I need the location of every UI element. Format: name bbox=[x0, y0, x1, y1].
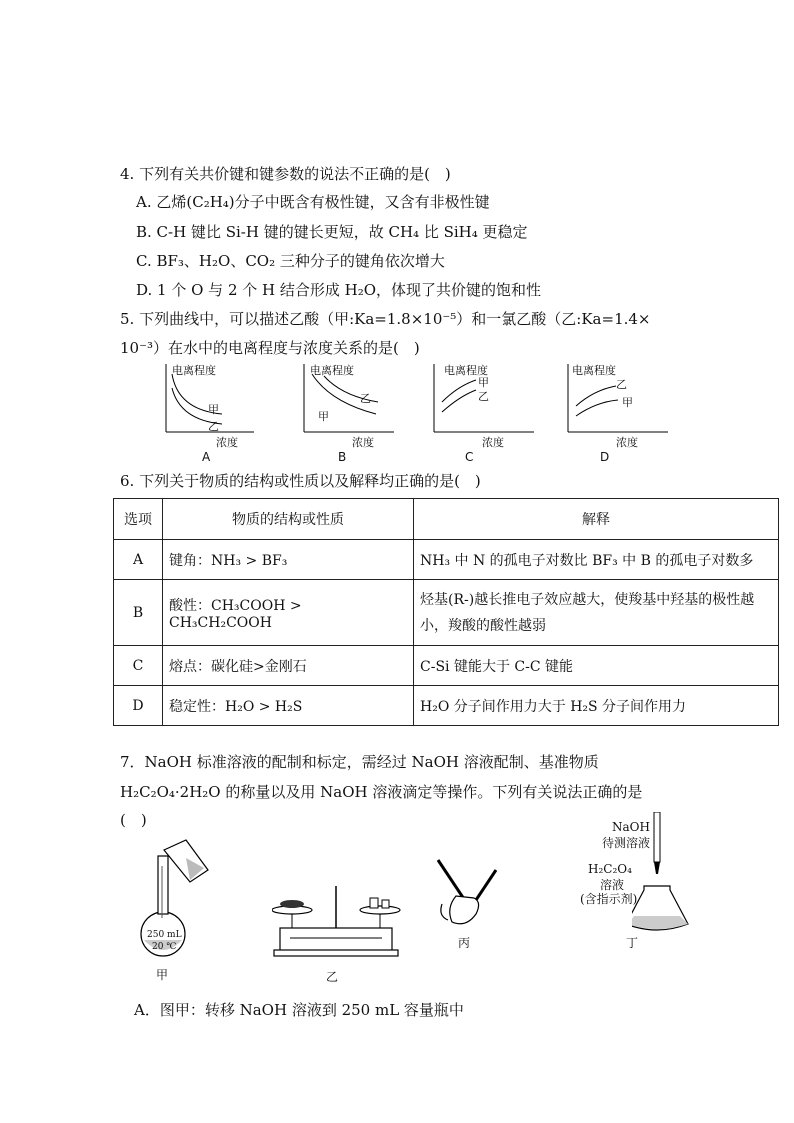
table-cell: A bbox=[114, 540, 163, 580]
label-bing: 丙 bbox=[458, 936, 471, 950]
table-header: 解释 bbox=[414, 499, 779, 540]
graph-d-yi: 乙 bbox=[616, 378, 627, 391]
table-cell: NH₃ 中 N 的孤电子对数比 BF₃ 中 B 的孤电子对数多 bbox=[414, 540, 779, 580]
table-header: 物质的结构或性质 bbox=[163, 499, 414, 540]
table-header: 选项 bbox=[114, 499, 163, 540]
graph-a-option: A bbox=[202, 450, 211, 464]
label-yi: 乙 bbox=[326, 970, 339, 984]
label-jia: 甲 bbox=[156, 968, 169, 982]
q5-graphs bbox=[150, 362, 670, 449]
table-cell: C bbox=[114, 646, 163, 686]
graph-b-option: B bbox=[338, 450, 347, 464]
acid-formula-label: H₂C₂O₄ bbox=[588, 862, 632, 876]
table-cell: D bbox=[114, 686, 163, 726]
table-header-row bbox=[114, 499, 779, 540]
q4-option-b: B. C-H 键比 Si-H 键的键长更短，故 CH₄ 比 SiH₄ 更稳定 bbox=[136, 223, 528, 241]
q4-stem: 4. 下列有关共价键和键参数的说法不正确的是( ) bbox=[120, 165, 451, 183]
table-row bbox=[114, 646, 779, 686]
q6-stem: 6. 下列关于物质的结构或性质以及解释均正确的是( ) bbox=[120, 472, 481, 490]
q7-stem-line1: 7．NaOH 标准溶液的配制和标定，需经过 NaOH 溶液配制、基准物质 bbox=[120, 753, 599, 771]
naoh-label: NaOH bbox=[612, 820, 650, 834]
graph-a-xlabel: 浓度 bbox=[216, 436, 238, 449]
flask-temp-text: 20 ℃ bbox=[152, 942, 177, 952]
graph-b-xlabel: 浓度 bbox=[352, 436, 374, 449]
flask-volume-text: 250 mL bbox=[147, 930, 182, 940]
acid-solution-label: 溶液 bbox=[600, 878, 625, 892]
q5-stem-line1: 5. 下列曲线中，可以描述乙酸（甲:Ka=1.8×10⁻⁵）和一氯乙酸（乙:Ka=1.4× bbox=[120, 310, 651, 328]
q7-stem-line2: H₂C₂O₄·2H₂O 的称量以及用 NaOH 溶液滴定等操作。下列有关说法正确的是 bbox=[120, 783, 643, 801]
q7-option-a: A．图甲：转移 NaOH 溶液到 250 mL 容量瓶中 bbox=[134, 1001, 464, 1019]
table-cell: H₂O 分子间作用力大于 H₂S 分子间作用力 bbox=[414, 686, 779, 726]
table-row bbox=[114, 580, 779, 646]
graph-c-xlabel: 浓度 bbox=[482, 436, 504, 449]
balance-icon bbox=[272, 876, 402, 960]
table-row bbox=[114, 540, 779, 580]
q7-stem-line3: ( ) bbox=[120, 811, 147, 829]
q4-option-d: D. 1 个 O 与 2 个 H 结合形成 H₂O，体现了共价键的饱和性 bbox=[136, 281, 542, 299]
table-cell: 稳定性：H₂O > H₂S bbox=[163, 686, 414, 726]
graph-c-yi: 乙 bbox=[478, 390, 489, 403]
graph-d-ylabel: 电离程度 bbox=[572, 364, 616, 377]
label-ding: 丁 bbox=[626, 936, 639, 950]
graph-a-jia: 甲 bbox=[208, 403, 219, 416]
table-cell: 烃基(R-)越长推电子效应越大，使羧基中羟基的极性越小，羧酸的酸性越弱 bbox=[414, 580, 779, 646]
table-cell: B bbox=[114, 580, 163, 646]
graph-b-jia: 甲 bbox=[318, 410, 329, 423]
graph-b-yi: 乙 bbox=[360, 392, 371, 405]
graph-d bbox=[564, 362, 674, 449]
graph-a-yi: 乙 bbox=[208, 420, 219, 433]
graph-c-jia: 甲 bbox=[478, 376, 489, 389]
graph-b-ylabel: 电离程度 bbox=[310, 364, 354, 377]
table-cell: 酸性：CH₃COOH > CH₃CH₂COOH bbox=[163, 580, 414, 646]
q4-option-c: C. BF₃、H₂O、CO₂ 三种分子的键角依次增大 bbox=[136, 252, 445, 270]
graph-c-option: C bbox=[465, 450, 474, 464]
table-cell: 键角：NH₃ > BF₃ bbox=[163, 540, 414, 580]
graph-d-option: D bbox=[600, 450, 610, 464]
naoh-desc-label: 待测溶液 bbox=[602, 836, 651, 850]
table-cell: 熔点：碳化硅>金刚石 bbox=[163, 646, 414, 686]
graph-a bbox=[150, 362, 260, 449]
q5-stem-line2: 10⁻³）在水中的电离程度与浓度关系的是( ) bbox=[120, 339, 420, 357]
acid-indicator-label: (含指示剂) bbox=[580, 892, 638, 906]
q7-apparatus bbox=[138, 820, 698, 986]
hand-burette-icon bbox=[432, 856, 512, 936]
graph-c bbox=[430, 362, 540, 449]
q4-option-a: A. 乙烯(C₂H₄)分子中既含有极性键，又含有非极性键 bbox=[136, 193, 490, 211]
table-cell: C-Si 键能大于 C-C 键能 bbox=[414, 646, 779, 686]
graph-b bbox=[290, 362, 400, 449]
graph-a-ylabel: 电离程度 bbox=[172, 364, 216, 377]
graph-d-jia: 甲 bbox=[622, 396, 633, 409]
graph-c-ylabel: 电离程度 bbox=[444, 364, 488, 377]
q6-table bbox=[113, 498, 779, 726]
graph-d-xlabel: 浓度 bbox=[616, 436, 638, 449]
table-row bbox=[114, 686, 779, 726]
